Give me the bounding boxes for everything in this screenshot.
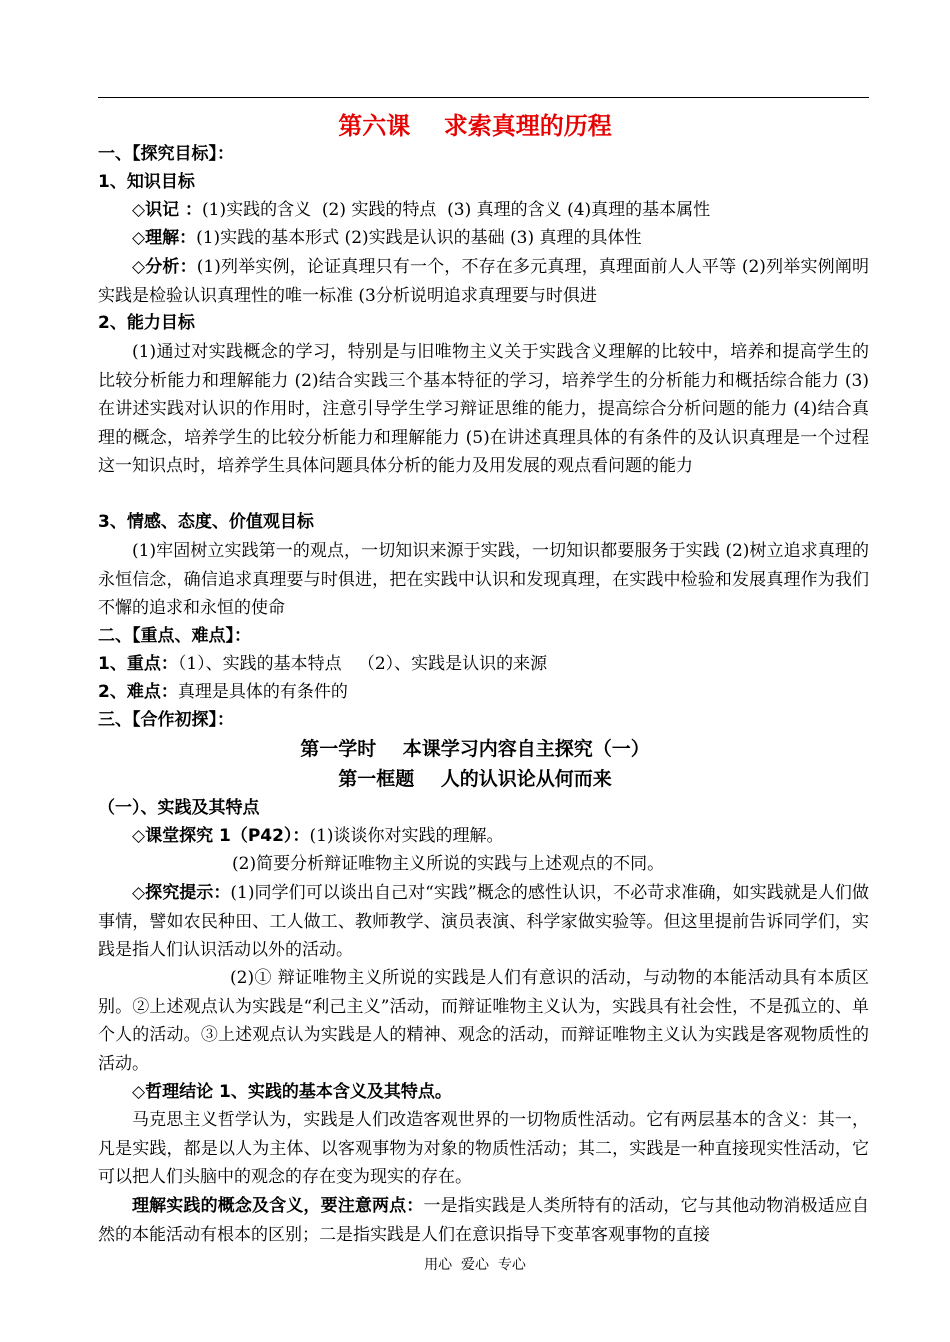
understand-text: (1)实践的基本形式 (2)实践是认识的基础 (3) 真理的具体性: [196, 228, 642, 248]
hint-1-text: (1)同学们可以谈出自己对“实践”概念的感性认识，不必苛求准确，如实践就是人们做事情，譬如农民种田、工人做工、教师教学、演员表演、科学家做实验等。但这里提前告诉同学们，实践是指人们认识活动以外的活动。: [98, 883, 869, 960]
understand-label: ◇理解：: [132, 228, 197, 248]
understand-item: [132, 224, 642, 252]
header-rule: [98, 97, 869, 98]
section-3-heading: 三、【合作初探】：: [98, 710, 234, 730]
recall-text: (1)实践的含义 (2) 实践的特点 (3) 真理的含义 (4)真理的基本属性: [202, 200, 711, 220]
explore-label: ◇课堂探究 1（P42）：: [132, 826, 310, 846]
key-point-text: （1）、实践的基本特点 （2）、实践是认识的来源: [177, 654, 548, 674]
explore-question-1: [132, 822, 504, 850]
hint-1: [98, 879, 869, 965]
analyze-label: ◇分析：: [132, 257, 197, 277]
section-1-heading: 一、【探究目标】：: [98, 144, 234, 164]
page-footer: 用心 爱心 专心: [424, 1257, 526, 1273]
explore-question-2: (2)简要分析辩证唯物主义所说的实践与上述观点的不同。: [232, 854, 665, 874]
difficult-point: [98, 678, 348, 706]
explore-q1-text: (1)谈谈你对实践的理解。: [309, 826, 504, 846]
section-2-heading: 二、【重点、难点】：: [98, 626, 251, 646]
page-title: 第六课 求索真理的历程: [338, 112, 612, 140]
values-goal-text: (1)牢固树立实践第一的观点，一切知识来源于实践，一切知识都要服务于实践 (2)树立追求真理的永恒信念，确信追求真理要与时俱进，把在实践中认识和发现真理，在实践中检验和发展真理作为我们不懈的追求和永恒的使命: [98, 541, 869, 618]
difficult-point-text: 真理是具体的有条件的: [177, 682, 348, 702]
ability-goal-text: (1)通过对实践概念的学习，特别是与旧唯物主义关于实践含义理解的比较中，培养和提高学生的比较分析能力和理解能力 (2)结合实践三个基本特征的学习，培养学生的分析能力和概括综合能力 (3)在讲述实践对认识的作用时，注意引导学生学习辩证思维的能力，提高综合分析问题的能力 (4)结合真理的概念，培养学生的比较分析能力和理解能力 (5)在讲述真理具体的有条件的及认识真理是一个过程这一知识点时，培养学生具体问题具体分析的能力及用发展的观点看问题的能力: [98, 342, 869, 476]
analyze-item: [98, 253, 869, 310]
understand-note-text: 一是指实践是人类所特有的活动，它与其他动物消极适应自然的本能活动有根本的区别；二是指实践是人们在意识指导下变革客观事物的直接: [98, 1196, 870, 1245]
lesson-heading: 第一学时 本课学习内容自主探究（一）: [300, 738, 650, 760]
conclusion-text: 马克思主义哲学认为，实践是人们改造客观世界的一切物质性活动。它有两层基本的含义：其一，凡是实践，都是以人为主体、以客观事物为对象的物质性活动；其二，实践是一种直接现实性活动，它可以把人们头脑中的观念的存在变为现实的存在。: [98, 1110, 869, 1187]
understand-note-label: 理解实践的概念及含义，要注意两点：: [132, 1196, 424, 1216]
knowledge-goal-heading: 1、知识目标: [98, 172, 195, 192]
frame-heading: 第一框题 人的认识论从何而来: [338, 768, 612, 790]
key-point: [98, 650, 547, 678]
values-goal-heading: 3、情感、态度、价值观目标: [98, 512, 314, 532]
difficult-point-label: 2、难点：: [98, 682, 178, 702]
hint-2: (2)① 辩证唯物主义所说的实践是人们有意识的活动，与动物的本能活动具有本质区别。②上述观点认为实践是“利己主义”活动，而辩证唯物主义认为，实践具有社会性，不是孤立的、单个人的活动。③上述观点认为实践是人的精神、观念的活动，而辩证唯物主义认为实践是客观物质性的活动。: [98, 968, 869, 1074]
understand-note: [98, 1192, 869, 1249]
hint-label: ◇探究提示：: [132, 883, 231, 903]
conclusion-heading: ◇哲理结论 1、实践的基本含义及其特点。: [132, 1082, 452, 1102]
key-point-label: 1、重点：: [98, 654, 178, 674]
recall-label: ◇识记 ：: [132, 200, 202, 220]
ability-goal-heading: 2、能力目标: [98, 313, 195, 333]
analyze-text: (1)列举实例，论证真理只有一个，不存在多元真理，真理面前人人平等 (2)列举实例阐明实践是检验认识真理性的唯一标准 (3分析说明追求真理要与时俱进: [98, 257, 869, 306]
recall-item: [132, 196, 710, 224]
subsection-heading: （一）、实践及其特点: [98, 798, 260, 818]
